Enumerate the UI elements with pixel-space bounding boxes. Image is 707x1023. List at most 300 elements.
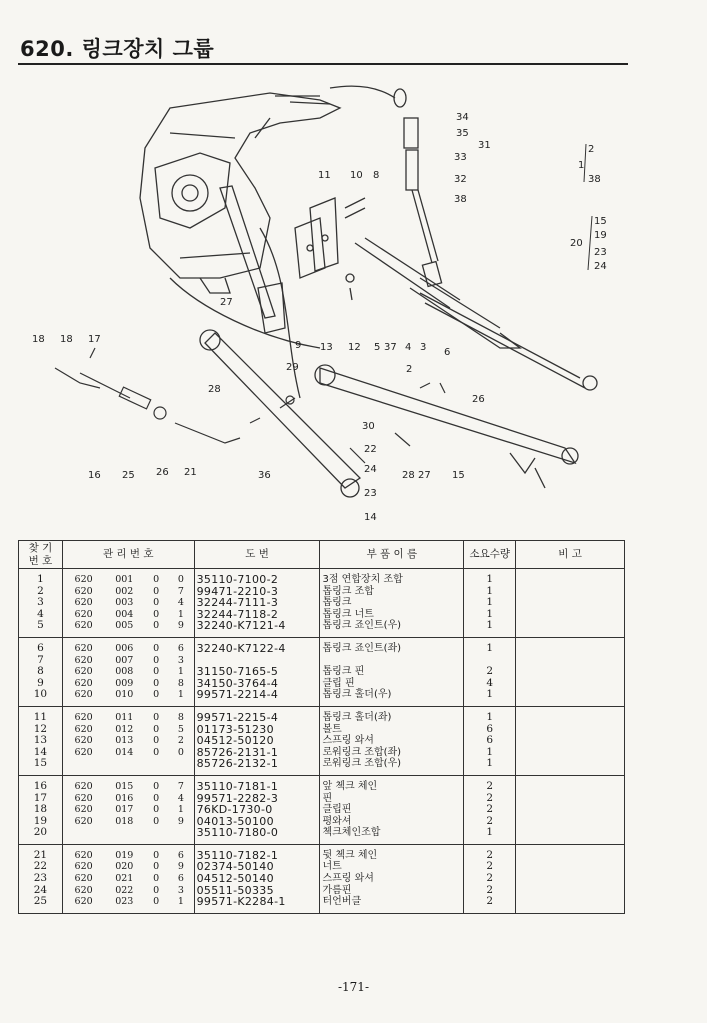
cell-c4: 8 [177,677,184,689]
cell-qty: 1 [464,586,516,598]
legend-item: 15 [594,216,607,227]
cell-part: 34150-3764-4 [194,678,320,690]
cell-c4: 1 [177,804,184,816]
cell-c1: 620 [62,678,104,690]
table-header-row [19,541,625,569]
cell-note [516,597,625,609]
callout: 30 [362,421,375,432]
cell-qty: 2 [464,793,516,805]
cell-c3: 0 [153,654,160,666]
cell-c1: 620 [62,861,104,873]
cell-name: 첵크체인조합 [320,827,464,844]
cell-note [516,706,625,723]
cell-part: 99571-2282-3 [194,793,320,805]
page-title: 620. 링크장치 그룹 [20,37,215,61]
callout: 14 [364,512,377,523]
cell-c2: 013 [115,735,134,747]
header-control-no: 관 리 번 호 [62,541,194,569]
cell-qty: 1 [464,637,516,654]
cell-c4: 9 [177,861,184,873]
cell-name: 클립 핀 [320,678,464,690]
legend-item: 2 [588,144,595,155]
cell-c3: 0 [153,677,160,689]
cell-c1: 620 [62,873,104,885]
cell-name: 톱링크 죠인트(좌) [320,637,464,654]
callout: 11 [318,170,331,181]
cell-c4: 2 [177,735,184,747]
cell-part: 35110-7181-1 [194,775,320,792]
cell-note [516,816,625,828]
cell-ref: 25 [19,896,63,913]
table-row [19,637,625,654]
cell-part: 32240-K7122-4 [194,637,320,654]
cell-part: 04013-50100 [194,816,320,828]
cell-c2: 021 [115,873,134,885]
cell-part: 99571-2215-4 [194,706,320,723]
cell-part: 31150-7165-5 [194,666,320,678]
parts-table [18,540,625,914]
cell-c2: 014 [115,746,134,758]
cell-c1: 620 [62,793,104,805]
cell-note [516,637,625,654]
cell-qty: 1 [464,747,516,759]
cell-name: 톱링크 [320,597,464,609]
assembly-legend-20 [570,216,607,272]
cell-note [516,775,625,792]
table-row [19,569,625,586]
cell-c4: 1 [177,666,184,678]
cell-qty: 2 [464,896,516,913]
cell-c3: 0 [153,620,160,632]
callout: 17 [88,334,101,345]
cell-c1: 620 [62,655,104,667]
cell-note [516,586,625,598]
cell-part: 05511-50335 [194,885,320,897]
cell-c3: 0 [144,637,168,654]
callout: 24 [364,464,377,475]
callout: 38 [454,194,467,205]
cell-c3: 0 [153,804,160,816]
cell-c3: 0 [153,792,160,804]
callout: 10 [350,170,363,181]
cell-name: 로워링크 조합(우) [320,758,464,775]
callout: 28 [208,384,221,395]
cell-name: 가름핀 [320,885,464,897]
cell-note [516,569,625,586]
cell-part: 35110-7100-2 [194,569,320,586]
cell-c2: 008 [115,666,134,678]
cell-c4: 1 [168,896,194,913]
cell-c4: 9 [177,815,184,827]
table-row [19,678,625,690]
cell-ref: 2 [19,586,63,598]
cell-name: 앞 첵크 체인 [320,775,464,792]
cell-ref: 8 [19,666,63,678]
cell-ref: 10 [19,689,63,706]
callout: 25 [122,470,135,481]
cell-c2: 022 [115,884,134,896]
cell-note [516,885,625,897]
cell-part: 02374-50140 [194,861,320,873]
cell-qty: 2 [464,775,516,792]
cell-name: 3점 연합장치 조합 [320,569,464,586]
cell-note [516,620,625,637]
cell-ref: 5 [19,620,63,637]
cell-c2: 006 [104,637,144,654]
cell-note [516,758,625,775]
callout: 9 [295,340,302,351]
parts-table-body [19,569,625,914]
cell-c1: 620 [62,896,104,913]
cell-c1: 620 [62,804,104,816]
cell-c4: 4 [177,597,184,609]
cell-ref: 12 [19,724,63,736]
cell-ref: 9 [19,678,63,690]
table-row [19,896,625,913]
cell-part: 99571-K2284-1 [194,896,320,913]
callout: 18 [60,334,73,345]
table-row [19,586,625,598]
cell-name: 톱링크 홀더(우) [320,689,464,706]
cell-note [516,861,625,873]
cell-c4: 7 [168,775,194,792]
table-row [19,609,625,621]
cell-ref: 7 [19,655,63,667]
cell-note [516,666,625,678]
cell-c4: 3 [177,654,184,666]
cell-ref: 16 [19,775,63,792]
cell-c3: 0 [153,873,160,885]
cell-c3: 0 [144,896,168,913]
table-row [19,885,625,897]
cell-c4 [168,758,194,775]
cell-c2: 001 [104,569,144,586]
cell-c3: 0 [144,569,168,586]
callout: 23 [364,488,377,499]
table-row [19,758,625,775]
cell-c3: 0 [153,666,160,678]
cell-c1: 620 [62,816,104,828]
cell-part: 04512-50120 [194,735,320,747]
linkage-exploded-diagram [20,78,620,528]
cell-qty: 2 [464,816,516,828]
cell-c2: 011 [104,706,144,723]
title-rule [18,63,628,65]
cell-qty: 4 [464,678,516,690]
cell-qty: 1 [464,827,516,844]
table-row [19,735,625,747]
cell-name [320,655,464,667]
cell-name: 스프링 와셔 [320,873,464,885]
callout: 4 [405,342,412,353]
table-row [19,793,625,805]
cell-c3: 0 [144,706,168,723]
cell-part: 85726-2132-1 [194,758,320,775]
table-row [19,620,625,637]
cell-qty: 2 [464,666,516,678]
header-note: 비 고 [516,541,625,569]
header-ref: 찾 기 번 호 [19,541,63,569]
table-row [19,827,625,844]
cell-c4: 6 [177,873,184,885]
cell-c1: 620 [62,637,104,654]
cell-part: 99471-2210-3 [194,586,320,598]
callout: 27 [418,470,431,481]
cell-part: 85726-2131-1 [194,747,320,759]
cell-note [516,735,625,747]
header-qty: 소요수량 [464,541,516,569]
cell-c2: 018 [115,815,134,827]
callout: 18 [32,334,45,345]
cell-name: 톱링크 너트 [320,609,464,621]
cell-note [516,827,625,844]
legend-label: 1 [578,160,585,171]
cell-qty: 2 [464,804,516,816]
page-number: -171- [337,980,369,994]
cell-c2: 005 [115,620,134,632]
cell-c4: 1 [177,689,184,701]
cell-c3: 0 [153,723,160,735]
callout: 31 [478,140,491,151]
callout: 2 [406,364,413,375]
legend-label: 20 [570,238,583,249]
callout: 3 [420,342,427,353]
callout: 26 [472,394,485,405]
cell-qty: 2 [464,873,516,885]
table-row [19,873,625,885]
callout: 5 [374,342,381,353]
cell-part: 35110-7180-0 [194,827,320,844]
cell-name: 뒷 첵크 체인 [320,844,464,861]
cell-c2: 017 [115,804,134,816]
cell-qty: 1 [464,569,516,586]
cell-c3: 0 [153,735,160,747]
cell-ref: 11 [19,706,63,723]
cell-c2: 020 [115,861,134,873]
cell-qty: 1 [464,597,516,609]
cell-ref: 20 [19,827,63,844]
cell-c1: 620 [62,735,104,747]
cell-c1: 620 [62,724,104,736]
table-row [19,655,625,667]
cell-c4: 9 [177,620,184,632]
check-chain-drawing [55,348,445,463]
cell-c3 [144,827,168,844]
cell-part: 01173-51230 [194,724,320,736]
cell-c3: 0 [153,815,160,827]
cell-ref: 19 [19,816,63,828]
cell-note [516,678,625,690]
cell-note [516,793,625,805]
cell-c1: 620 [62,586,104,598]
cell-name: 핀 [320,793,464,805]
cell-note [516,844,625,861]
cell-ref: 3 [19,597,63,609]
cell-qty: 2 [464,861,516,873]
legend-item: 24 [594,261,607,272]
callout: 32 [454,174,467,185]
header-part-name: 부 품 이 름 [320,541,464,569]
cell-note [516,896,625,913]
legend-item: 23 [594,247,607,258]
table-row [19,724,625,736]
cell-c4: 6 [168,637,194,654]
cell-c3: 0 [153,585,160,597]
cell-c4: 1 [177,608,184,620]
callout: 15 [452,470,465,481]
cell-note [516,804,625,816]
cell-c1: 620 [62,597,104,609]
cell-c3: 0 [153,597,160,609]
cell-c4: 0 [177,746,184,758]
cell-name: 로워링크 조합(좌) [320,747,464,759]
table-row [19,597,625,609]
cell-ref: 21 [19,844,63,861]
table-row [19,816,625,828]
cell-qty: 1 [464,706,516,723]
cell-c4 [168,827,194,844]
cell-note [516,724,625,736]
table-row [19,706,625,723]
cell-qty: 6 [464,724,516,736]
table-row [19,666,625,678]
cell-c1: 620 [62,885,104,897]
callout: 37 [384,342,397,353]
cell-part: 04512-50140 [194,873,320,885]
top-link-holder-drawing [295,198,365,300]
cell-part: 32244-7118-2 [194,609,320,621]
cell-c3: 0 [153,689,160,701]
cell-name: 너트 [320,861,464,873]
cell-c3: 0 [153,608,160,620]
cell-c1: 620 [62,689,104,706]
cell-ref: 4 [19,609,63,621]
cell-c1 [62,758,104,775]
cell-c4: 6 [168,844,194,861]
cell-qty: 6 [464,735,516,747]
cell-c2: 004 [115,608,134,620]
cell-name: 평와셔 [320,816,464,828]
cell-c4: 3 [177,884,184,896]
cell-c2 [104,758,144,775]
callout: 26 [156,467,169,478]
cell-c1: 620 [62,609,104,621]
cell-part: 32244-7111-3 [194,597,320,609]
callout: 16 [88,470,101,481]
cell-c3: 0 [153,746,160,758]
cell-qty: 2 [464,885,516,897]
callout: 21 [184,467,197,478]
callout: 8 [373,170,380,181]
cell-c3: 0 [144,775,168,792]
cell-part: 32240-K7121-4 [194,620,320,637]
table-row [19,775,625,792]
cell-ref: 23 [19,873,63,885]
cell-name: 톱링크 조합 [320,586,464,598]
cell-c1: 620 [62,569,104,586]
header-drawing-no: 도 번 [194,541,320,569]
cell-c2: 015 [104,775,144,792]
cell-c4: 4 [177,792,184,804]
cell-name: 볼트 [320,724,464,736]
cell-note [516,747,625,759]
cell-name: 톱링크 핀 [320,666,464,678]
lower-links-drawing [200,330,578,497]
cell-c2: 009 [115,677,134,689]
cell-qty: 1 [464,609,516,621]
table-row [19,689,625,706]
callout: 6 [444,347,451,358]
cell-c2: 007 [115,654,134,666]
cell-c3: 0 [153,861,160,873]
callout-labels [32,112,491,523]
cell-part: 76KD-1730-0 [194,804,320,816]
cell-c2 [104,827,144,844]
cell-c2: 019 [104,844,144,861]
callout: 36 [258,470,271,481]
cell-qty: 1 [464,689,516,706]
cell-note [516,873,625,885]
cell-c1 [62,827,104,844]
cell-name: 톱링크 죠인트(우) [320,620,464,637]
cell-c2: 002 [115,585,134,597]
callout: 34 [456,112,469,123]
callout: 22 [364,444,377,455]
cell-note [516,609,625,621]
cell-c2: 016 [115,792,134,804]
cell-c1: 620 [62,706,104,723]
assembly-legend-1 [578,144,601,185]
cell-c1: 620 [62,844,104,861]
cell-note [516,689,625,706]
cell-ref: 24 [19,885,63,897]
callout: 13 [320,342,333,353]
callout: 28 [402,470,415,481]
cell-ref: 22 [19,861,63,873]
cell-qty: 1 [464,758,516,775]
cell-c1: 620 [62,747,104,759]
cell-name: 톱링크 홀더(좌) [320,706,464,723]
cell-ref: 1 [19,569,63,586]
cell-ref: 14 [19,747,63,759]
tractor-housing-drawing [140,93,340,293]
cell-part: 99571-2214-4 [194,689,320,706]
cell-ref: 15 [19,758,63,775]
callout: 12 [348,342,361,353]
cell-c2: 012 [115,723,134,735]
cell-part: 35110-7182-1 [194,844,320,861]
cell-qty: 1 [464,620,516,637]
cell-name: 클립핀 [320,804,464,816]
callout: 35 [456,128,469,139]
cell-c1: 620 [62,620,104,637]
legend-item: 19 [594,230,607,241]
callout: 27 [220,297,233,308]
cell-c4: 8 [168,706,194,723]
table-row [19,747,625,759]
cell-name: 터언버클 [320,896,464,913]
cell-ref: 13 [19,735,63,747]
cell-c2: 003 [115,597,134,609]
cell-ref: 17 [19,793,63,805]
cell-c4: 7 [177,585,184,597]
cell-c4: 0 [168,569,194,586]
cell-c3: 0 [153,884,160,896]
callout: 33 [454,152,467,163]
cell-c3: 0 [144,844,168,861]
cell-c1: 620 [62,666,104,678]
cell-c3 [144,758,168,775]
